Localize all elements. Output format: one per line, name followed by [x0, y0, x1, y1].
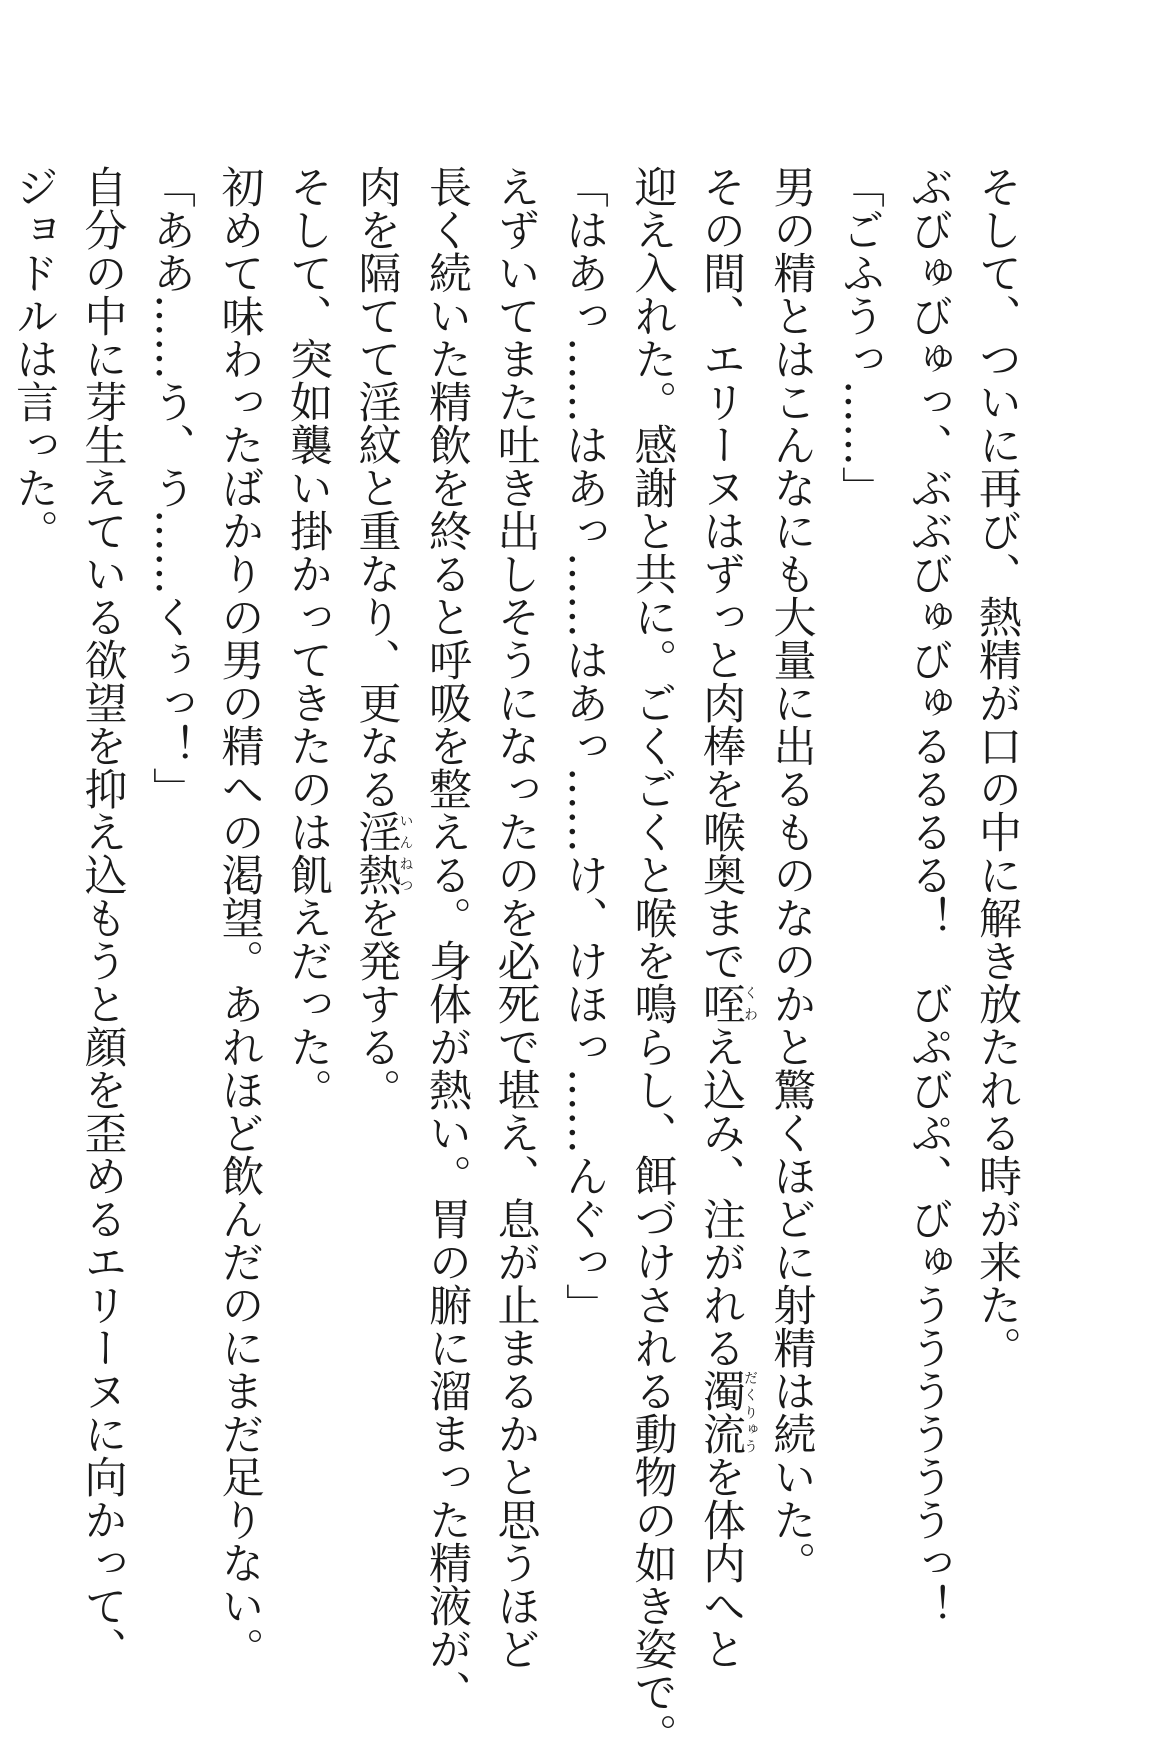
ruby-innetsu-reading: いんねつ	[397, 810, 414, 896]
text-line-5	[687, 165, 758, 1670]
text-line-1: そして、ついに再び、熱精が口の中に解き放たれる時が来た。	[972, 165, 1022, 1369]
text-line-8: えずいてまた吐き出しそうになったのを必死で堪え、息が止まるかと思うほど	[490, 165, 541, 1670]
text-line-5-mid: え込み、注がれる	[696, 1025, 746, 1369]
ruby-innetsu-base: 淫熱	[351, 810, 402, 896]
text-line-10-post: を発する。	[351, 896, 402, 1111]
text-line-7: 「はあっ……はあっ……はあっ……け、けほっ……んぐっ」	[559, 165, 609, 1326]
text-line-15: ジョドルは言った。	[9, 165, 59, 552]
text-line-2: ぶびゅびゅっ、ぶぶびゅびゅるるるる！ びぷびぷ、びゅううううううっ！	[903, 165, 954, 1627]
text-line-9: 長く続いた精飲を終ると呼吸を整える。身体が熱い。胃の腑に溜まった精液が、	[422, 165, 472, 1713]
ruby-innetsu	[351, 810, 414, 896]
ruby-dakuryuu-reading: だくりゅう	[742, 1369, 758, 1455]
text-line-10-pre: 肉を隔てて淫紋と重なり、更なる	[351, 165, 402, 810]
text-line-12: 初めて味わったばかりの男の精への渇望。あれほど飲んだのにまだ足りない。	[214, 165, 265, 1670]
text-line-13: 「ああ……う、う……くぅっ！」	[146, 165, 196, 810]
vertical-text-body	[0, 165, 1031, 1756]
text-line-4: 男の精とはこんなにも大量に出るものなのかと驚くほどに射精は続いた。	[766, 165, 817, 1584]
text-line-14: 自分の中に芽生えている欲望を抑え込もうと顔を歪めるエリーヌに向かって、	[77, 165, 128, 1670]
ruby-dakuryuu-base: 濁流	[696, 1369, 746, 1455]
text-line-5-post: を体内へと	[696, 1455, 746, 1670]
text-line-10	[342, 165, 413, 1485]
ruby-dakuryuu	[696, 1369, 758, 1455]
ruby-kuwa-base: 咥	[696, 982, 746, 1025]
text-line-5-pre: その間、エリーヌはずっと肉棒を喉奥まで	[696, 165, 746, 982]
text-line-3: 「ごふうっ……」	[835, 165, 885, 509]
ruby-kuwa-reading: くわ	[742, 982, 758, 1025]
text-line-6: 迎え入れた。感謝と共に。ごくごくと喉を鳴らし、餌づけされる動物の如き姿で。	[627, 165, 678, 1756]
ruby-kuwa	[696, 982, 758, 1025]
text-line-11: そして、突如襲い掛かってきたのは飢えだった。	[283, 165, 333, 1111]
